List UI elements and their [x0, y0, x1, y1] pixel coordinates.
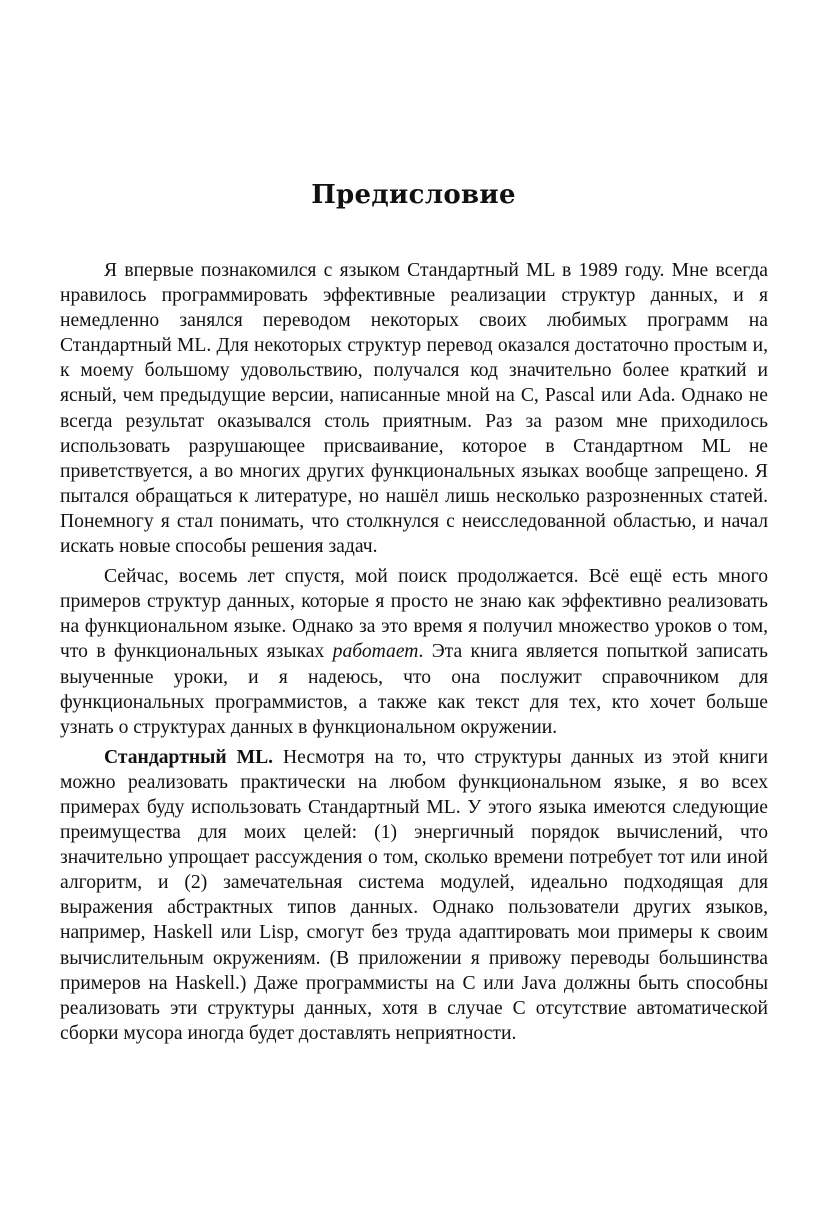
paragraph-2-text-start: Сейчас, восемь лет спустя, мой поиск продолжается. Всё ещё есть много примеров структур данных, которые я просто не знаю как эффективно реализовать на функциональном языке. Однако за это время я получил множество уроков о том, что в функциональных языках [60, 566, 768, 663]
paragraph-2 [60, 564, 768, 740]
paragraph-3 [60, 745, 768, 1046]
paragraph-3-text: Несмотря на то, что структуры данных из этой книги можно реализовать практически на любом функциональном языке, я во всех примерах буду использовать Стандартный ML. У этого языка имеются следующие преимущества для моих целей: (1) энергичный порядок вычислений, что значительно упрощает рассуждения о том, сколько времени потребует тот или иной алгоритм, и (2) замечательная система модулей, идеально подходящая для выражения абстрактных типов данных. Однако пользователи других языков, например, Haskell или Lisp, смогут без труда адаптировать мои примеры к своим вычислительным окружениям. (В приложении я привожу переводы большинства примеров на Haskell.) Даже программисты на C или Java должны быть способны реализовать эти структуры данных, хотя в случае C отсутствие автоматической сборки мусора иногда будет доставлять неприятности. [60, 746, 768, 1044]
page-title: Предисловие [311, 180, 516, 210]
paragraph-2-emphasis: работает [332, 641, 419, 663]
paragraph-1: Я впервые познакомился с языком Стандартный ML в 1989 году. Мне всегда нравилось программировать эффективные реализации структур данных, и я немедленно занялся переводом некоторых своих любимых программ на Стандартный ML. Для некоторых структур перевод оказался достаточно простым и, к моему большому удовольствию, получался код значительно более краткий и ясный, чем предыдущие версии, написанные мной на C, Pascal или Ada. Однако не всегда результат оказывался столь приятным. Раз за разом мне приходилось использовать разрушающее присваивание, которое в Стандартном ML не приветствуется, а во многих других функциональных языках вообще запрещено. Я пытался обращаться к литературе, но нашёл лишь несколько разрозненных статей. Понемногу я стал понимать, что столкнулся с неисследованной областью, и начал искать новые способы решения задач. [60, 260, 768, 558]
preface-body [60, 258, 768, 1046]
paragraph-2-text-end: . Эта книга является попыткой записать выученные уроки, и я надеюсь, что она послужит справочником для функциональных программистов, а также как текст для тех, кто хочет больше узнать о структурах данных в функциональном окружении. [60, 641, 768, 738]
paragraph-3-heading: Стандартный ML. [104, 746, 274, 768]
